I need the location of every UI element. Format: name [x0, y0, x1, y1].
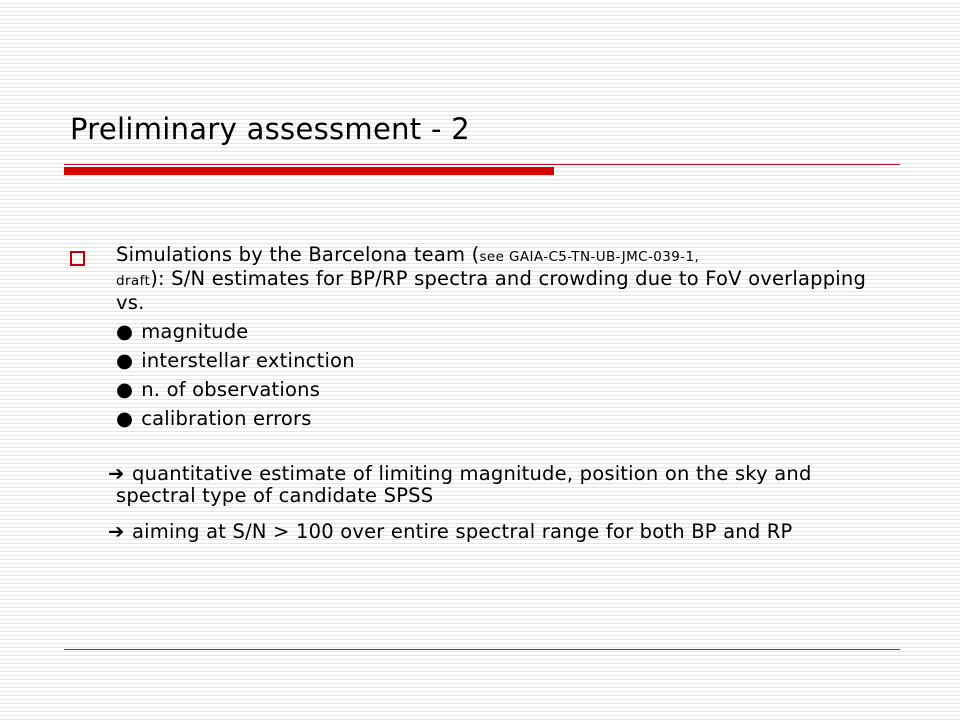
footer-rule: [64, 649, 900, 650]
main-bullet-lead: Simulations by the Barcelona team (: [116, 243, 480, 266]
dot-bullet-icon: ●: [116, 349, 134, 372]
arrow-point-text: aiming at S/N > 100 over entire spectral range for both BP and RP: [132, 520, 793, 543]
sub-bullet-item: [116, 320, 249, 343]
main-bullet-text: [116, 244, 876, 313]
slide-title: Preliminary assessment - 2: [70, 112, 471, 146]
sub-bullet-item: [116, 407, 312, 430]
main-bullet-rest: ): S/N estimates for BP/RP spectra and crowding due to FoV overlapping vs.: [116, 267, 867, 314]
dot-bullet-icon: ●: [116, 407, 134, 430]
arrow-point: [108, 517, 876, 547]
sub-bullet-label: n. of observations: [141, 378, 321, 401]
dot-bullet-icon: ●: [116, 320, 134, 343]
title-underline-thick: [64, 167, 554, 175]
sub-bullet-item: [116, 378, 320, 401]
title-underline-thin: [64, 164, 900, 165]
sub-bullet-label: magnitude: [141, 320, 249, 343]
sub-bullet-label: interstellar extinction: [141, 349, 355, 372]
main-bullet-ref: see GAIA-C5-TN-UB-JMC-039-1,: [479, 249, 700, 265]
sub-bullet-label: calibration errors: [141, 407, 312, 430]
hollow-square-bullet-icon: [70, 251, 85, 266]
arrow-point-text: quantitative estimate of limiting magnitude, position on the sky and spectral type of candidate SPSS: [116, 462, 812, 507]
main-bullet-draft: draft: [116, 273, 151, 289]
dot-bullet-icon: ●: [116, 378, 134, 401]
sub-bullet-item: [116, 349, 355, 372]
arrow-point: [108, 462, 876, 507]
right-arrow-icon: ➔: [108, 462, 125, 485]
right-arrow-icon: ➔: [108, 520, 125, 543]
